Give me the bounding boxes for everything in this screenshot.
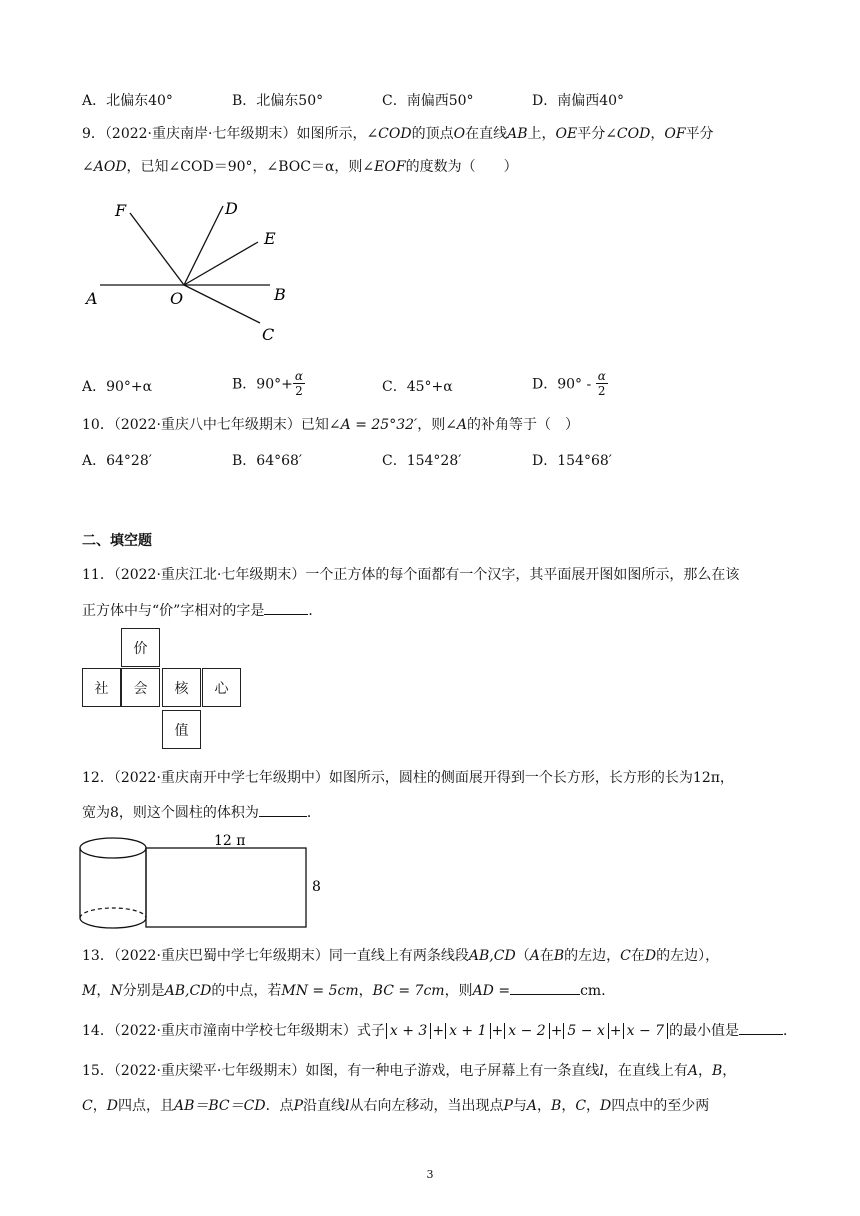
q8-option-d: D．南偏西40° [532,93,625,109]
net-cell-bottom: 值 [162,710,201,749]
label-f: F [115,201,127,220]
q14-stem: 14．（2022·重庆市潼南中学校七年级期末）式子 x + 3 + x + 1 + x − 2 + 5 − x + x − 7 的最小值是 ． [82,1020,797,1041]
q15-line2: C，D四点，且AB＝BC＝CD．点P沿直线l从右向左移动，当出现点P与A，B，C，D四点中的至少两 [82,1098,710,1114]
label-b: B [274,285,286,304]
q8-option-b: B．北偏东50° [232,93,324,109]
q12-line2: 宽为8，则这个圆柱的体积为 ． [82,802,321,823]
unrolled-rectangle [146,848,306,927]
net-cell-row-3: 核 [162,668,201,707]
q8-option-a: A．北偏东40° [82,93,173,109]
net-cell-row-1: 社 [82,668,121,707]
q9-option-a: A．90°+α [82,379,153,395]
q9-line2: ∠AOD，已知∠COD＝90°，∠BOC＝α，则∠EOF的度数为（ ） [82,159,518,175]
cylinder-bottom-front [80,918,146,928]
q12-cylinder-figure [78,832,328,932]
net-cell-top: 价 [121,628,160,667]
q9-option-b: B．90°+ $\frac{\alpha}{2}$ [232,369,303,398]
q10-option-b: B．64°68′ [232,453,303,469]
q10-option-a: A．64°28′ [82,453,152,469]
rect-width-label: 8 [312,879,321,895]
label-c: C [262,325,275,344]
q11-line2: 正方体中与“价”字相对的字是 ． [82,600,322,621]
ray-of [130,213,184,285]
section-heading-fill-in: 二、填空题 [82,533,152,549]
ray-oc [184,285,260,323]
answer-blank [510,980,580,995]
q10-option-d: D．154°68′ [532,453,612,469]
label-a: A [86,289,98,308]
q9-option-d: D．90° - $\frac{\alpha}{2}$ [532,369,606,398]
q13-line1: 13．（2022·重庆巴蜀中学七年级期末）同一直线上有两条线段AB,CD（A在B的左边，C在D的左边）， [82,948,720,964]
net-cell-row-2: 会 [121,668,160,707]
page-number: 3 [426,1168,434,1181]
net-cell-row-4: 心 [202,668,241,707]
answer-blank [259,802,307,817]
label-o: O [170,289,184,308]
q12-line1: 12．（2022·重庆南开中学七年级期中）如图所示，圆柱的侧面展开得到一个长方形，长方形的长为12π， [82,770,734,786]
q13-line2: M，N分别是AB,CD的中点，若MN = 5cm，BC = 7cm，则AD = cm． [82,980,615,1001]
answer-blank [264,600,308,615]
q9-option-c: C．45°+α [382,379,453,395]
q9-angle-figure [80,192,320,352]
label-e: E [264,229,276,248]
answer-blank [739,1020,783,1035]
cylinder-top [80,838,146,858]
q11-line1: 11．（2022·重庆江北·七年级期末）一个正方体的每个面都有一个汉字，其平面展开图如图所示，那么在该 [82,567,740,583]
q8-option-c: C．南偏西50° [382,93,474,109]
rect-length-label: 12 π [214,833,246,849]
label-d: D [225,199,238,218]
cylinder-bottom-back [80,908,146,918]
q10-option-c: C．154°28′ [382,453,462,469]
q15-line1: 15．（2022·重庆梁平·七年级期末）如图，有一种电子游戏，电子屏幕上有一条直线l，在直线上有A，B， [82,1063,737,1079]
q10-stem: 10．（2022·重庆八中七年级期末）已知∠A = 25°32′，则∠A的补角等于（ ） [82,417,580,433]
q9-line1: 9．（2022·重庆南岸·七年级期末）如图所示，∠COD的顶点O在直线AB上，OE平分∠COD，OF平分 [82,126,714,142]
